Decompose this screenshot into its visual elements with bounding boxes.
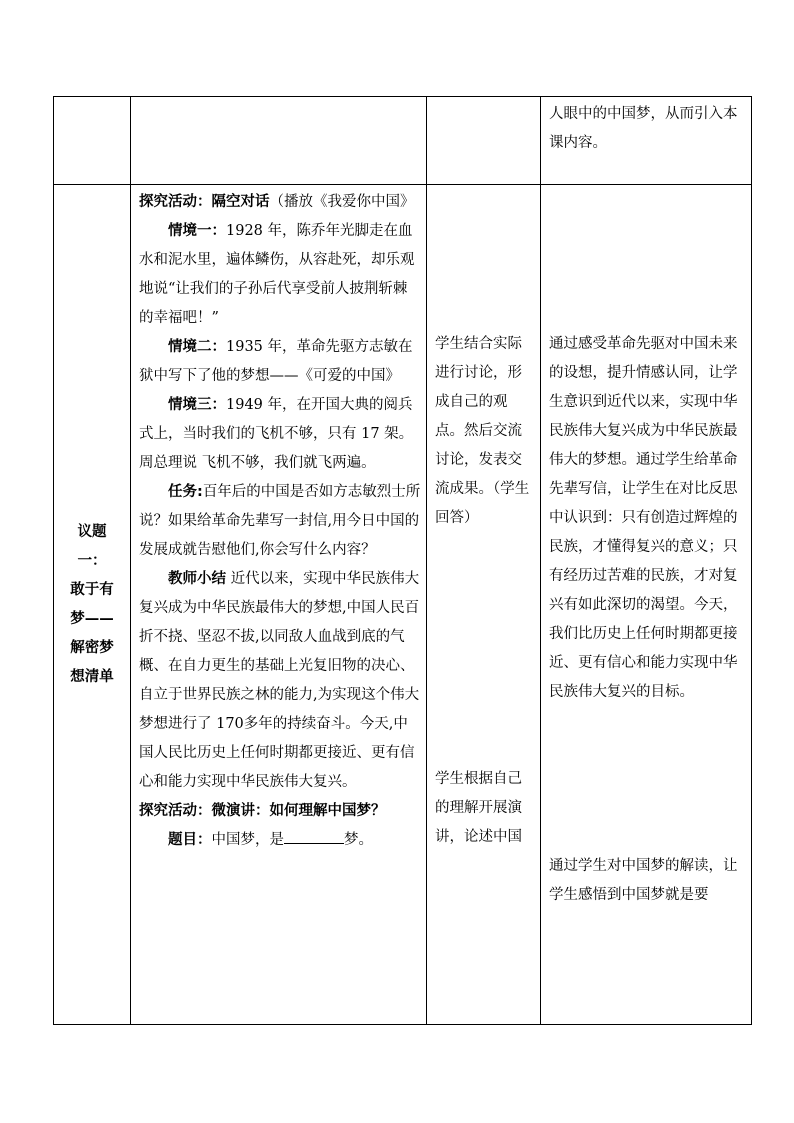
scene1: 情境一：1928 年，陈乔年光脚走在血水和泥水里，遍体鳞伤，从容赴死，却乐观地说“让我们的子孙后代享受前人披荆斩棘的幸福吧！” <box>139 223 415 326</box>
activity-cell <box>131 185 427 1025</box>
teacher-summary: 教师小结 近代以来，实现中华民族伟大复兴成为中华民族最伟大的梦想,中国人民百折不挠、坚忍不拔,以同敌人血战到底的气概、在自力更生的基础上光复旧物的决心、自立于世界民族之林的能力,为实现这个伟大梦想进行了 170多年的持续奋斗。今天,中国人民比历史上任何时期都更接近、更有信心和能力实现中华民族伟大复兴。 <box>139 571 420 790</box>
intent-cell <box>541 185 752 1025</box>
table-row <box>54 97 752 185</box>
activity2-heading: 探究活动：微演讲：如何理解中国梦？ <box>139 803 386 819</box>
intent-cell <box>541 97 752 185</box>
scene2: 情境二：1935 年，革命先驱方志敏在狱中写下了他的梦想——《可爱的中国》 <box>139 339 413 384</box>
topic-cell-empty <box>54 97 131 185</box>
intent-text-continued: 人眼中的中国梦，从而引入本课内容。 <box>549 106 738 151</box>
topic-cell <box>54 185 131 1025</box>
task: 任务:百年后的中国是否如方志敏烈士所说？如果给革命先辈写一封信,用今日中国的发展成就告慰他们,你会写什么内容？ <box>139 484 421 558</box>
topic-title: 议题 一： 敢于有 梦—— 解密梦 想清单 <box>70 523 114 685</box>
activity1-heading: 探究活动：隔空对话（播放《我爱你中国》 <box>139 194 415 210</box>
table-row <box>54 185 752 1025</box>
design-intent-1: 通过感受革命先驱对中国未来的设想，提升情感认同，让学生意识到近代以来，实现中华民族伟大复兴成为中华民族最伟大的梦想。通过学生给革命先辈写信，让学生在对比反思中认识到：只有创造过辉煌的民族，才懂得复兴的意义；只有经历过苦难的民族，才对复兴有如此深切的渴望。今天，我们比历史上任何时期都更接近、更有信心和能力实现中华民族伟大复兴的目标。 <box>549 336 738 700</box>
activity-cell-empty <box>131 97 427 185</box>
student-cell <box>427 185 541 1025</box>
design-intent-2: 通过学生对中国梦的解读，让学生感悟到中国梦就是要 <box>549 858 738 903</box>
student-activity-2: 学生根据自己的理解开展演讲，论述中国 <box>435 771 522 845</box>
speech-prompt: 题目：中国梦，是 梦。 <box>139 826 421 855</box>
student-activity-1: 学生结合实际进行讨论，形成自己的观点。然后交流讨论，发表交流成果。（学生回答） <box>435 336 530 526</box>
fill-in-blank <box>284 827 344 844</box>
scene3: 情境三：1949 年，在开国大典的阅兵式上，当时我们的飞机不够，只有 17 架。周总理说 飞机不够，我们就飞两遍。 <box>139 397 414 471</box>
lesson-plan-table <box>53 96 752 1025</box>
student-cell-empty <box>427 97 541 185</box>
